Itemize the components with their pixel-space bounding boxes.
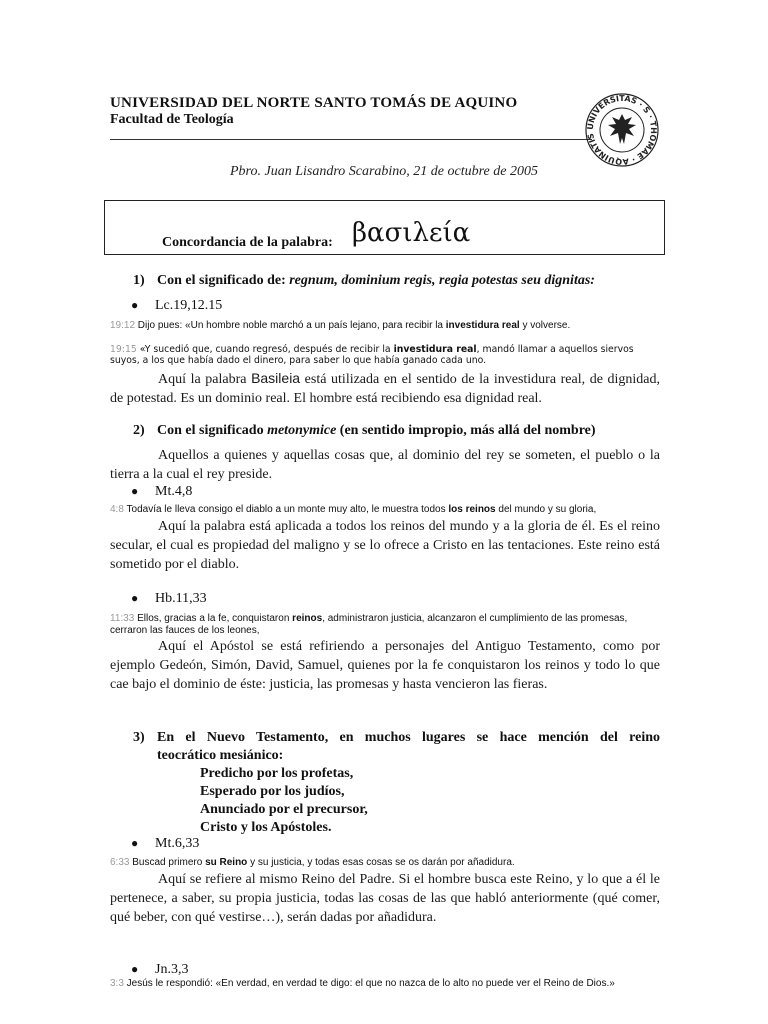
greek-word: βασιλεία (352, 218, 471, 248)
section2-reference-1: ● Mt.4,8 (131, 484, 193, 499)
bullet-icon: ● (131, 298, 139, 312)
author-date: Pbro. Juan Lisandro Scarabino, 21 de octubre de 2005 (230, 164, 538, 179)
section1-paragraph: Aquí la palabra Basileia está utilizada en el sentido de la investidura real, de dignidad, de potestad. Es un dominio real. El hombre está recibiendo esa dignidad real. (110, 370, 660, 406)
verse-hb-11-33: 11:33 Ellos, gracias a la fe, conquistaron reinos, administraron justicia, alcanzaron el cumplimiento de las promesas, cerraron las fauces de los leones, (110, 613, 628, 636)
section3-reference-2: ● Jn.3,3 (131, 962, 189, 977)
verse-mt-6-33: 6:33 Buscad primero su Reino y su justicia, y todas esas cosas se os darán por añadidura. (110, 857, 515, 868)
section3-item: Predicho por los profetas, (200, 766, 354, 781)
section3-heading: 3) En el Nuevo Testamento, en muchos lugares se hace mención del reino teocrático mesiánico: (133, 730, 660, 763)
verse-mt-4-8: 4:8 Todavía le lleva consigo el diablo a un monte muy alto, le muestra todos los reinos del mundo y su gloria, (110, 504, 597, 515)
section3-list (200, 765, 368, 837)
header-rule (110, 139, 592, 140)
university-name: UNIVERSIDAD DEL NORTE SANTO TOMÁS DE AQUINO (110, 95, 518, 111)
section3-paragraph-1: Aquí se refiere al mismo Reino del Padre. Si el hombre busca este Reino, y lo que a él le pertenece, a saber, su propia justicia, todas las cosas de las que habló anteriormente (qué comer, qué beber, con qué vestirse…), serán dadas por añadidura. (110, 872, 660, 925)
seal-text: UNIVERSITAS · S · THOMAE · AQUINATIS (585, 93, 659, 167)
section1-number: 1) (133, 273, 145, 288)
eagle-icon (608, 114, 636, 144)
verse-jn-3-3: 3:3 Jesús le respondió: «En verdad, en verdad te digo: el que no nazca de lo alto no puede ver el Reino de Dios.» (110, 978, 615, 989)
bullet-icon: ● (131, 836, 139, 850)
faculty-name: Facultad de Teología (110, 112, 234, 127)
title-label: Concordancia de la palabra: (162, 235, 333, 250)
section2-heading: 2) Con el significado metonymice (en sentido impropio, más allá del nombre) (133, 423, 596, 438)
bullet-icon: ● (131, 484, 139, 498)
section1-reference: ● Lc.19,12.15 (131, 298, 223, 313)
section3-reference-1: ● Mt.6,33 (131, 836, 200, 851)
section3-item: Anunciado por el precursor, (200, 802, 368, 817)
verse-lc-19-15: 19:15 «Y sucedió que, cuando regresó, después de recibir la investidura real, mandó llamar a aquellos siervos suyos, a los que había dado el dinero, para saber lo que había ganado cada uno. (110, 344, 634, 366)
section1-heading: 1) Con el significado de: regnum, dominium regis, regia potestas seu dignitas: (133, 273, 595, 288)
section2-reference-2: ● Hb.11,33 (131, 591, 207, 606)
section2-paragraph-2: Aquí el Apóstol se está refiriendo a personajes del Antiguo Testamento, como por ejemplo Gedeón, Simón, David, Samuel, quienes por la fe conquistaron los reinos y todo lo que cae bajo el dominio de éste: justicia, las promesas y hasta vencieron las fieras. (110, 639, 660, 692)
bullet-icon: ● (131, 962, 139, 976)
section3-item: Esperado por los judíos, (200, 784, 345, 799)
bullet-icon: ● (131, 591, 139, 605)
university-seal (584, 92, 660, 168)
section3-item: Cristo y los Apóstoles. (200, 820, 332, 835)
section2-intro: Aquellos a quienes y aquellas cosas que, al dominio del rey se someten, el pueblo o la tierra a la cual el rey preside. (110, 448, 660, 482)
section2-paragraph-1: Aquí la palabra está aplicada a todos los reinos del mundo y a la gloria de él. Es el reino secular, el cual es propiedad del maligno y se lo ofrece a Cristo en las tentaciones. Este reino está sometido por el diablo. (110, 519, 660, 572)
verse-lc-19-12: 19:12 Dijo pues: «Un hombre noble marchó a un país lejano, para recibir la investidura real y volverse. (110, 320, 571, 331)
